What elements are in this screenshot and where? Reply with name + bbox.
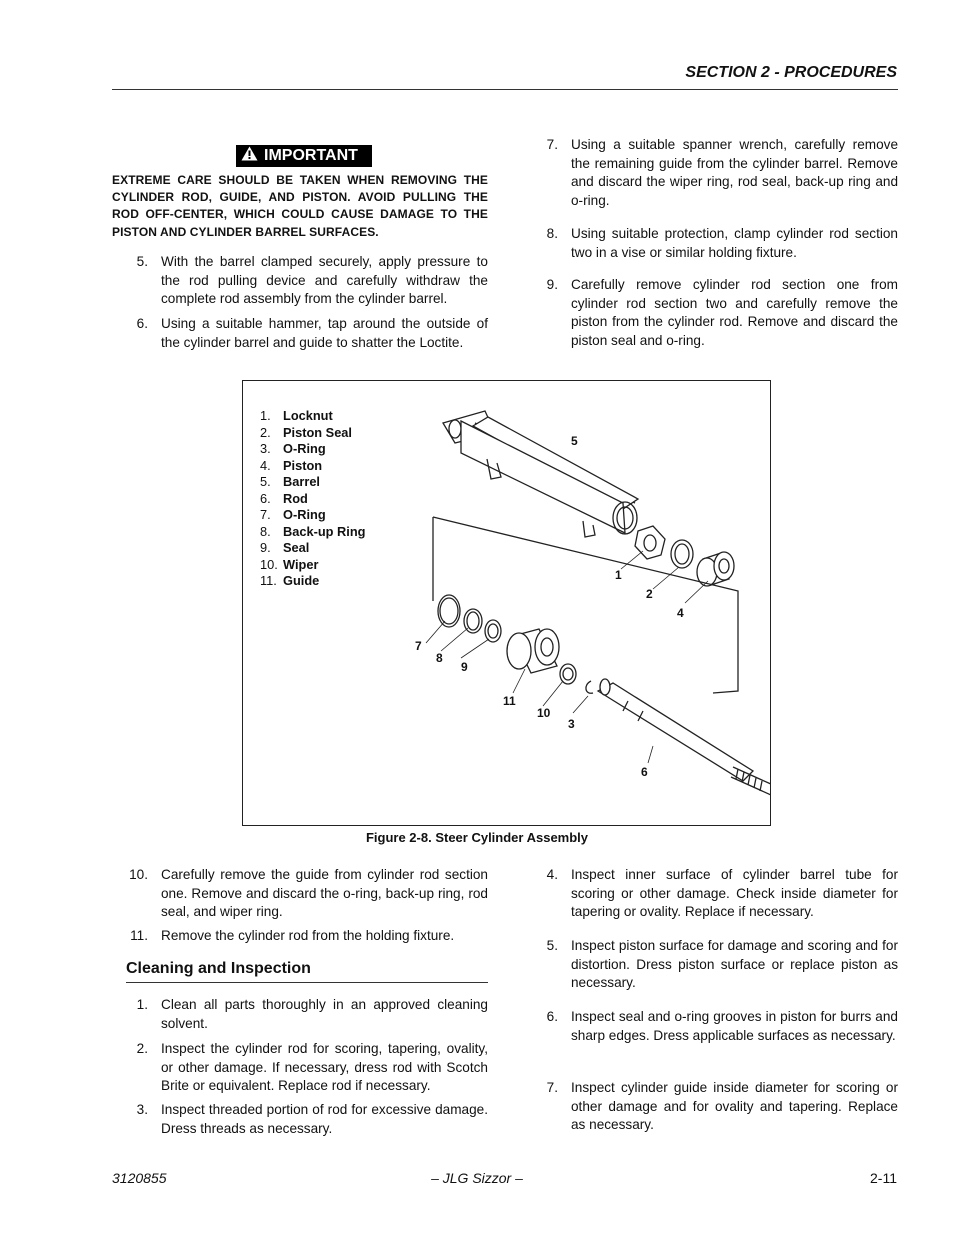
callout-label: 4 [677, 606, 684, 620]
step-text: Inspect threaded portion of rod for excessive damage. Dress threads as necessary. [161, 1102, 488, 1136]
callout-label: 3 [568, 717, 575, 731]
step-number: 9. [546, 277, 558, 292]
legend-item [260, 474, 365, 491]
legend-item [260, 491, 365, 508]
heading-rule [126, 982, 488, 983]
legend-label: O-Ring [283, 441, 326, 456]
step-number: 6. [546, 1009, 558, 1024]
callout-label: 10 [537, 706, 551, 720]
legend-item [260, 557, 365, 574]
legend-number: 5. [260, 474, 271, 489]
step-text: Clean all parts thoroughly in an approved cleaning solvent. [161, 997, 488, 1031]
callout-label: 7 [415, 639, 422, 653]
step-text: Carefully remove cylinder rod section one from cylinder rod section two and carefully remove the piston from the cylinder rod. Remove and discard the piston seal and o-ring. [571, 277, 898, 348]
warning-icon [241, 146, 258, 166]
step-text: Inspect piston surface for damage and scoring and for distortion. Dress piston surface or replace piston as necessary. [571, 938, 898, 990]
legend-label: Rod [283, 490, 308, 506]
legend-number: 11. [260, 573, 277, 588]
callout-label: 5 [571, 434, 578, 448]
legend-label: Guide [283, 573, 320, 588]
step-text: Inspect the cylinder rod for scoring, tapering, ovality, or other damage. If necessary, dress rod with Scotch Brite or equivalent. Replace rod if necessary. [161, 1041, 488, 1093]
legend-number: 10. [260, 556, 278, 572]
legend-label: Seal [283, 540, 310, 555]
step-number: 11. [130, 928, 148, 943]
step-number: 2. [136, 1041, 148, 1056]
legend-label: Piston [283, 457, 323, 473]
legend-label: O-Ring [283, 507, 326, 522]
step-text: With the barrel clamped securely, apply pressure to the rod pulling device and carefully withdraw the complete rod assembly from the cylinder barrel. [161, 254, 488, 306]
legend-item [260, 458, 365, 475]
step-number: 10. [129, 867, 148, 882]
legend-label: Piston Seal [283, 424, 352, 440]
step-text: Using suitable protection, clamp cylinder rod section two in a vise or similar holding fixture. [571, 226, 898, 260]
figure-legend [260, 408, 365, 590]
legend-label: Wiper [283, 556, 319, 572]
step-text: Inspect inner surface of cylinder barrel tube for scoring or other damage. Check inside diameter for tapering or ovality. Replace if necessary. [571, 867, 898, 919]
step-number: 1. [136, 997, 148, 1012]
legend-number: 6. [260, 490, 271, 506]
header-rule [112, 89, 898, 90]
legend-item [260, 425, 365, 442]
legend-item [260, 524, 365, 541]
callout-label: 9 [461, 660, 468, 674]
section-title: SECTION 2 - PROCEDURES [685, 64, 897, 81]
step-text: Using a suitable hammer, tap around the outside of the cylinder barrel and guide to shatter the Loctite. [161, 316, 488, 350]
legend-number: 3. [260, 441, 271, 456]
legend-number: 2. [260, 424, 271, 440]
callout-label: 2 [646, 587, 653, 601]
legend-item [260, 441, 365, 458]
figure-caption: Figure 2-8. Steer Cylinder Assembly [365, 830, 589, 845]
step-number: 8. [546, 226, 558, 241]
important-label: IMPORTANT [264, 147, 358, 164]
step-text: Carefully remove the guide from cylinder rod section one. Remove and discard the o-ring, back-up ring, rod seal, and wiper ring. [161, 867, 488, 919]
step-number: 5. [136, 254, 148, 269]
callout-label: 6 [641, 765, 648, 779]
product-name: – JLG Sizzor – [431, 1170, 523, 1186]
step-number: 4. [546, 867, 558, 882]
page-number: 2-11 [870, 1170, 897, 1186]
step-number: 3. [136, 1102, 148, 1117]
legend-number: 9. [260, 540, 271, 555]
callout-label: 11 [503, 694, 516, 708]
step-text: Inspect cylinder guide inside diameter for scoring or other damage and for ovality and tapering. Replace as necessary. [571, 1080, 898, 1132]
legend-label: Back-up Ring [283, 523, 366, 539]
legend-number: 4. [260, 457, 271, 473]
legend-number: 8. [260, 523, 271, 539]
legend-item [260, 540, 365, 557]
legend-item [260, 573, 365, 590]
step-number: 7. [546, 1080, 558, 1095]
section-heading: Cleaning and Inspection [126, 960, 311, 977]
callout-label: 8 [436, 651, 443, 665]
step-text: Using a suitable spanner wrench, carefully remove the remaining guide from the cylinder barrel. Remove and discard the wiper ring, rod seal, back-up ring and o-ring. [571, 137, 898, 208]
step-text: Remove the cylinder rod from the holding fixture. [161, 928, 455, 943]
step-number: 7. [546, 137, 558, 152]
legend-number: 1. [260, 408, 271, 423]
legend-item [260, 408, 365, 425]
doc-number: 3120855 [112, 1170, 167, 1186]
legend-label: Barrel [283, 474, 320, 489]
legend-number: 7. [260, 507, 271, 522]
step-number: 6. [136, 316, 148, 331]
important-badge [236, 145, 372, 167]
important-text: EXTREME CARE SHOULD BE TAKEN WHEN REMOVING THE CYLINDER ROD, GUIDE, AND PISTON. AVOID PULLING THE ROD OFF-CENTER, WHICH COULD CAUSE DAMAGE TO THE PISTON AND CYLINDER BARREL SURFACES. [112, 173, 488, 239]
legend-item [260, 507, 365, 524]
step-number: 5. [546, 938, 558, 953]
legend-label: Locknut [283, 408, 333, 423]
step-text: Inspect seal and o-ring grooves in piston for burrs and sharp edges. Dress applicable surfaces as necessary. [571, 1009, 898, 1043]
callout-label: 1 [615, 568, 622, 582]
